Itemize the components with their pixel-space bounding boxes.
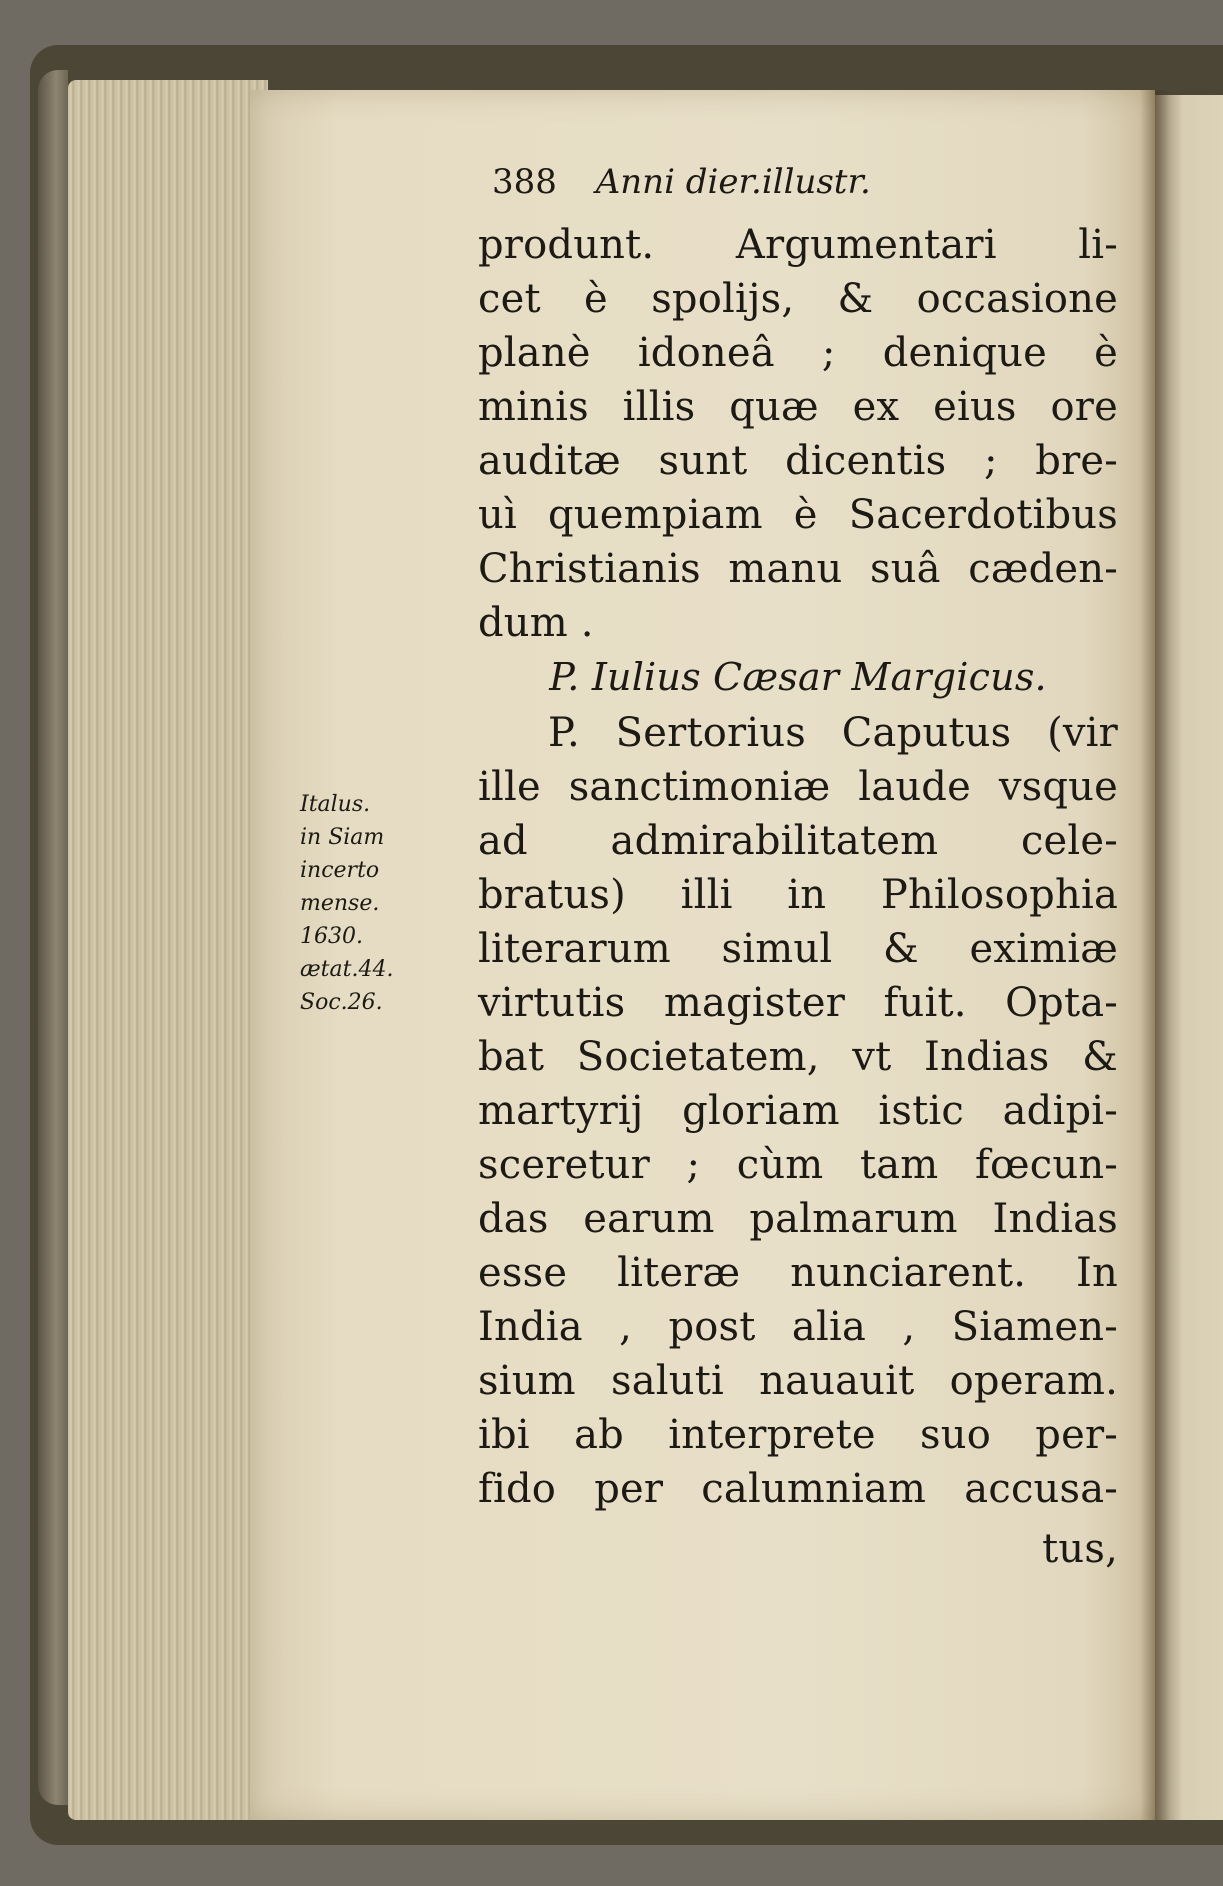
text-line: fido per calumniam accusa-	[478, 1466, 1118, 1512]
text-line: das earum palmarum Indias	[478, 1196, 1118, 1242]
page-header	[492, 162, 871, 202]
text-line: literarum simul & eximiæ	[478, 926, 1118, 972]
catchword: tus,	[1042, 1526, 1118, 1572]
page-number: 388	[492, 162, 557, 202]
margin-note-line: in Siam	[300, 825, 385, 850]
text-line: sium saluti nauauit operam.	[478, 1358, 1118, 1404]
text-line: ille sanctimoniæ laude vsque	[478, 764, 1118, 810]
text-line: auditæ sunt dicentis ; bre-	[478, 438, 1118, 484]
text-line: bat Societatem, vt Indias &	[478, 1034, 1118, 1080]
text-line: cet è spolijs, & occasione	[478, 276, 1118, 322]
margin-note-line: ætat.44.	[300, 957, 394, 982]
text-line: P. Sertorius Caputus (vir	[548, 710, 1118, 756]
text-line: dum .	[478, 600, 594, 646]
text-line: planè idoneâ ; denique è	[478, 330, 1118, 376]
running-title: Anni dier.illustr.	[595, 162, 871, 202]
text-line: produnt. Argumentari li-	[478, 222, 1118, 268]
section-heading: P. Iulius Cæsar Margicus.	[549, 655, 1047, 699]
margin-note-line: mense.	[300, 891, 380, 916]
text-line: minis illis quæ ex eius ore	[478, 384, 1118, 430]
text-line: Christianis manu suâ cæden-	[478, 546, 1118, 592]
margin-note-line: incerto	[300, 858, 380, 883]
text-line: esse literæ nunciarent. In	[478, 1250, 1118, 1296]
page-gutter	[1140, 90, 1170, 1820]
page-edges	[68, 80, 268, 1820]
margin-note-line: 1630.	[300, 924, 363, 949]
margin-note-line: Italus.	[300, 792, 371, 817]
text-line: bratus) illi in Philosophia	[478, 872, 1118, 918]
text-line: ibi ab interprete suo per-	[478, 1412, 1118, 1458]
text-line: ad admirabilitatem cele-	[478, 818, 1118, 864]
margin-note-line: Soc.26.	[300, 990, 383, 1015]
text-line: virtutis magister fuit. Opta-	[478, 980, 1118, 1026]
margin-note	[300, 788, 460, 1019]
text-line: sceretur ; cùm tam fœcun-	[478, 1142, 1118, 1188]
text-line: uì quempiam è Sacerdotibus	[478, 492, 1118, 538]
text-line: India , post alia , Siamen-	[478, 1304, 1118, 1350]
text-line: martyrij gloriam istic adipi-	[478, 1088, 1118, 1134]
book-spine-edge	[38, 70, 68, 1805]
